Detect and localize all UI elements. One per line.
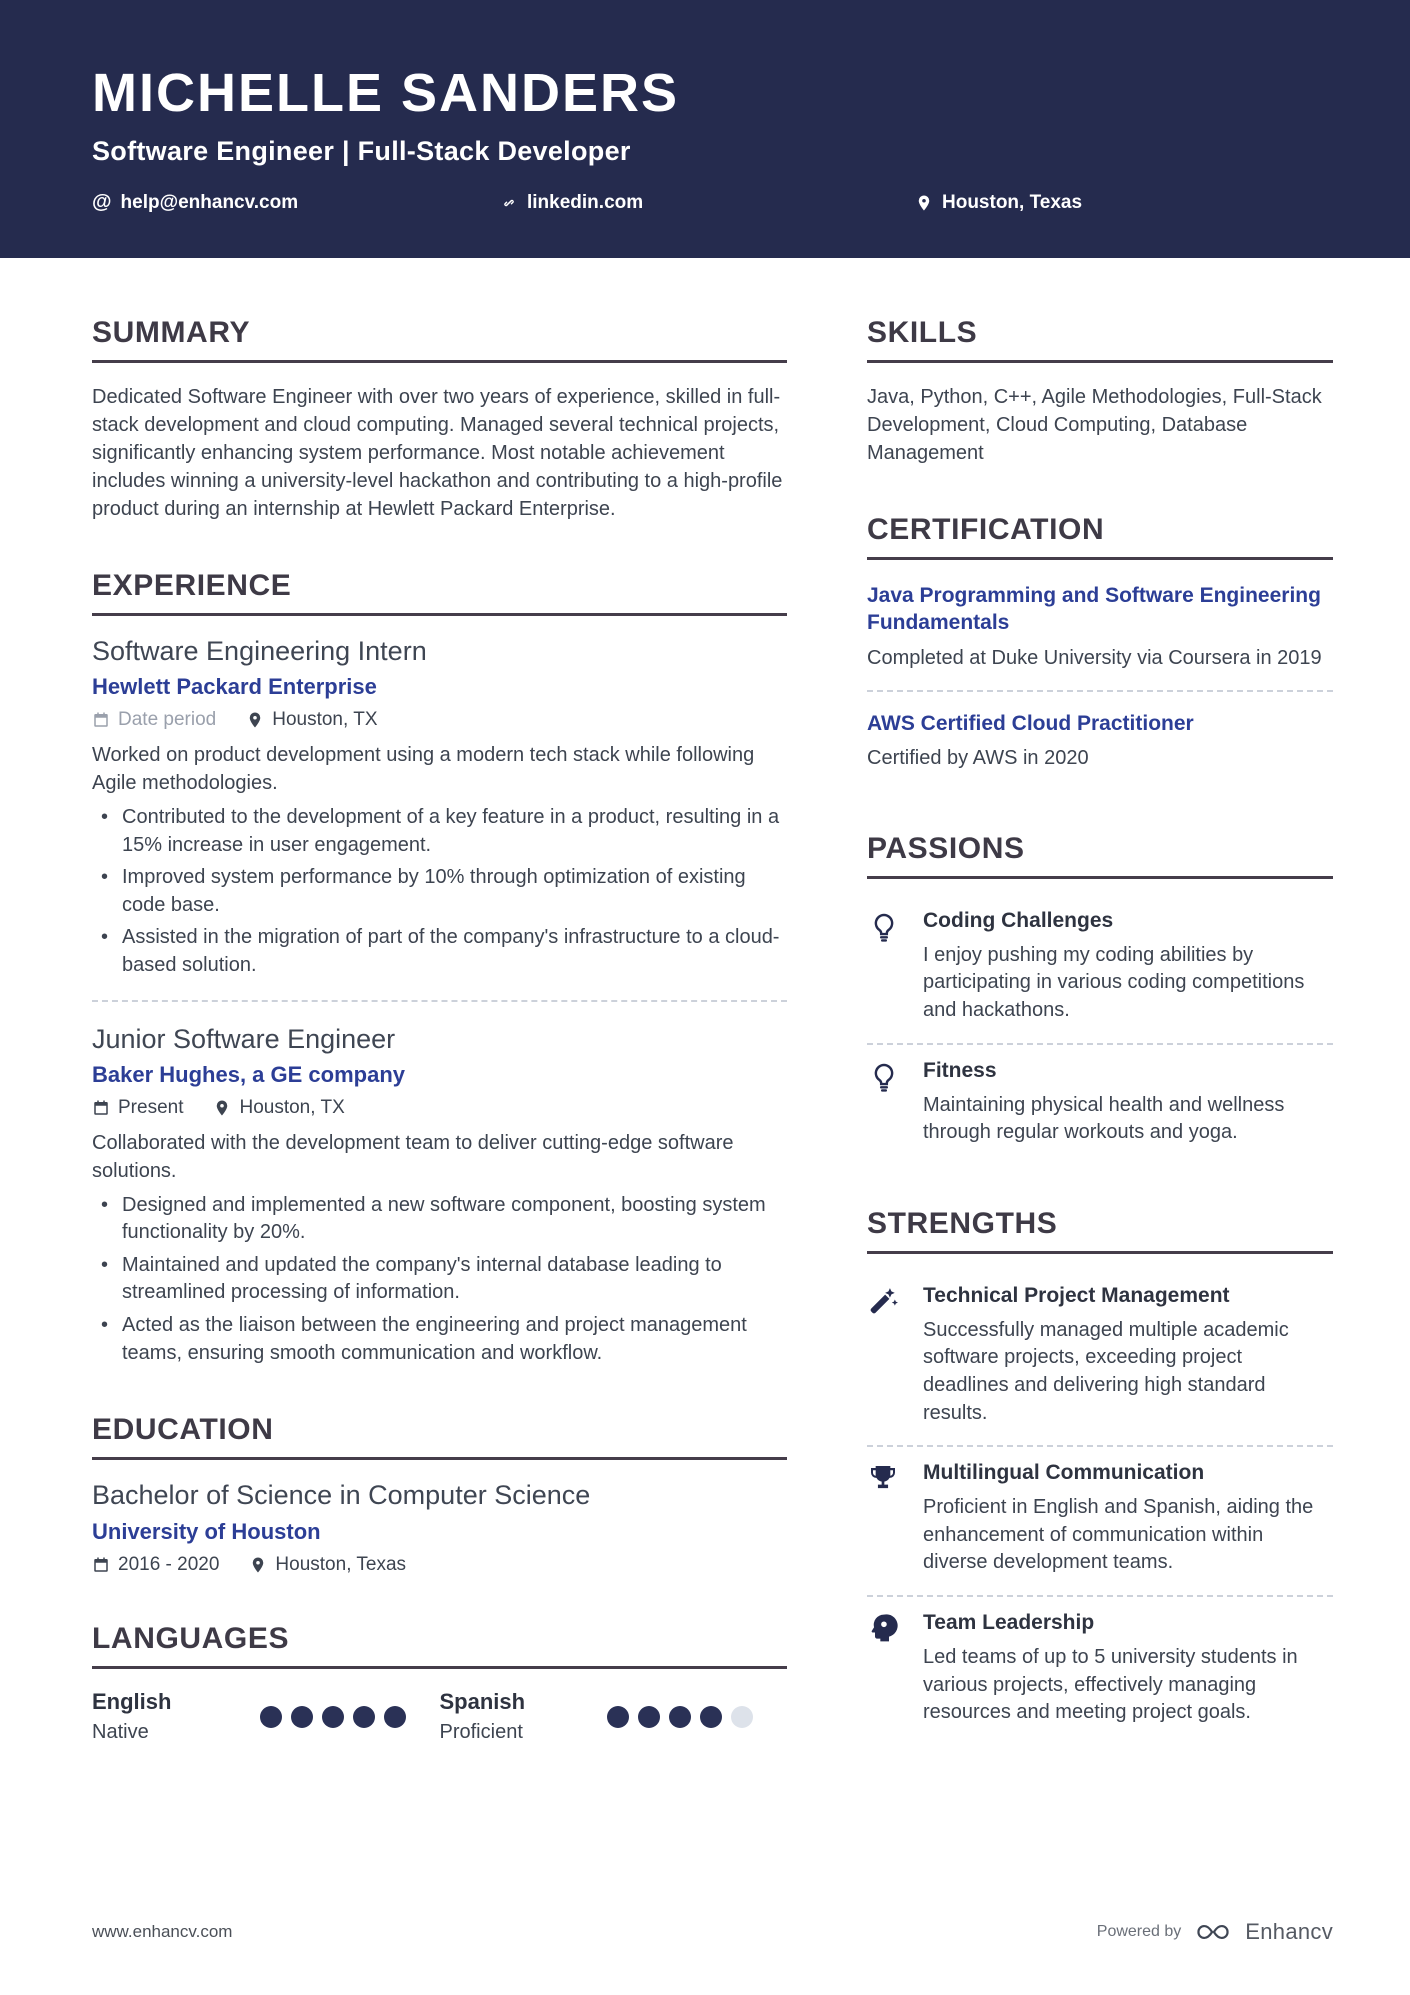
job-meta-row [92,1097,787,1119]
section-experience [92,569,787,1367]
section-summary [92,316,787,523]
language-level: Proficient [439,1721,523,1744]
job-bullet: • Designed and implemented a new software component, boosting system functionality by 20%. [92,1192,787,1247]
language-item [440,1689,788,1744]
job-location [246,709,377,731]
language-dots [260,1706,406,1728]
language-dot [353,1706,375,1728]
certification-subtitle: Completed at Duke University via Coursera in 2019 [867,646,1322,669]
languages-grid [92,1689,787,1744]
item-separator [867,1043,1333,1045]
section-languages [92,1622,787,1744]
section-education [92,1413,787,1576]
section-skills [867,316,1333,467]
location-pin-icon [915,194,933,212]
experience-entry [92,1024,787,1368]
contact-row [92,191,1318,214]
degree-title: Bachelor of Science in Computer Science [92,1480,591,1511]
person-name: MICHELLE SANDERS [92,63,680,123]
skills-text: Java, Python, C++, Agile Methodologies, Full-Stack Development, Cloud Computing, Database Management [867,386,1322,464]
wand-icon [867,1284,903,1427]
summary-heading: SUMMARY [92,316,787,363]
contact-linkedin[interactable] [500,192,915,214]
language-name: English [92,1689,172,1715]
passion-title: Fitness [923,1058,997,1082]
summary-text: Dedicated Software Engineer with over two years of experience, skilled in full-stack development and cloud computing. Managed several technical projects, significantly enhancing system performance. Most notable achievement includes winning a university-level hackathon and contributing to a high-profile product during an internship at Hewlett Packard Enterprise. [92,386,783,520]
location-pin-icon [213,1099,231,1117]
head-icon [867,1611,903,1727]
contact-email-text: help@enhancv.com [120,191,299,213]
brand-name: Enhancv [1245,1919,1333,1944]
language-level: Native [92,1721,149,1744]
language-dots [607,1706,753,1728]
section-certification [867,513,1333,786]
passion-text: Maintaining physical health and wellness through regular workouts and yoga. [923,1093,1285,1144]
certification-subtitle: Certified by AWS in 2020 [867,746,1089,769]
certification-item [867,580,1333,686]
job-location-text: Houston, TX [272,709,378,730]
strength-title: Team Leadership [923,1611,1095,1635]
skills-heading: SKILLS [867,316,1333,363]
job-date [92,709,216,731]
strength-text: Successfully managed multiple academic software projects, exceeding project deadlines and delivering high standard results. [923,1318,1289,1424]
link-icon [500,194,518,212]
certification-title: Java Programming and Software Engineering Fundamentals [867,584,1321,635]
language-dot [322,1706,344,1728]
language-labels [440,1689,526,1744]
contact-linkedin-text: linkedin.com [527,191,644,213]
person-headline: Software Engineer | Full-Stack Developer [92,136,631,166]
passion-title: Coding Challenges [923,908,1114,932]
job-location-text: Houston, TX [239,1096,345,1118]
job-meta-row [92,709,787,731]
passion-text: I enjoy pushing my coding abilities by participating in various coding competitions and hackathons. [923,943,1305,1022]
job-bullet: • Acted as the liaison between the engineering and project management teams, ensuring smooth communication and workflow. [92,1312,787,1367]
strength-item [867,1274,1333,1441]
certification-item [867,696,1333,786]
right-column [867,316,1333,1790]
school-name: University of Houston [92,1519,321,1545]
strength-title: Multilingual Communication [923,1461,1205,1485]
item-separator [867,1445,1333,1447]
education-date [92,1554,219,1576]
strength-title: Technical Project Management [923,1283,1230,1307]
lightbulb-icon [867,909,903,1025]
calendar-icon [92,1556,110,1574]
enhancv-logo-icon [1193,1922,1233,1942]
strength-text: Proficient in English and Spanish, aiding the enhancement of communication within diverse development teams. [923,1496,1314,1574]
strength-body [923,1611,1333,1727]
experience-heading: EXPERIENCE [92,569,787,616]
job-bullets [92,804,787,980]
location-pin-icon [249,1556,267,1574]
strength-body [923,1284,1333,1427]
strengths-heading: STRENGTHS [867,1207,1333,1254]
section-strengths [867,1207,1333,1741]
contact-email[interactable] [92,191,500,214]
language-dot [731,1706,753,1728]
job-bullets [92,1192,787,1368]
item-separator [867,1595,1333,1597]
language-item [92,1689,440,1744]
strength-text: Led teams of up to 5 university students in various projects, effectively managing resources and meeting project goals. [923,1646,1298,1724]
resume-footer [92,1919,1333,1945]
job-location [213,1097,344,1119]
certification-heading: CERTIFICATION [867,513,1333,560]
footer-site-link[interactable]: www.enhancv.com [92,1922,233,1941]
section-passions [867,832,1333,1161]
contact-location-text: Houston, Texas [942,191,1083,213]
education-heading: EDUCATION [92,1413,787,1460]
passion-body [923,909,1333,1025]
job-title: Junior Software Engineer [92,1023,396,1054]
education-meta-row [92,1554,787,1576]
language-dot [700,1706,722,1728]
language-dot [384,1706,406,1728]
job-date [92,1097,183,1119]
passions-heading: PASSIONS [867,832,1333,879]
job-date-text: Present [118,1096,184,1118]
job-bullet: • Improved system performance by 10% through optimization of existing code base. [92,864,787,919]
certification-title: AWS Certified Cloud Practitioner [867,711,1194,735]
company-name: Baker Hughes, a GE company [92,1061,405,1087]
language-dot [260,1706,282,1728]
education-location-text: Houston, Texas [275,1554,407,1576]
language-dot [291,1706,313,1728]
passion-body [923,1059,1333,1147]
strength-item [867,1601,1333,1741]
lightbulb-icon [867,1059,903,1147]
job-bullet: • Maintained and updated the company's internal database leading to streamlined processing of information. [92,1252,787,1307]
education-location [249,1554,406,1576]
language-labels [92,1689,171,1744]
language-name: Spanish [439,1689,526,1715]
calendar-icon [92,1099,110,1117]
location-pin-icon [246,711,264,729]
job-date-text: Date period [118,709,217,730]
language-dot [638,1706,660,1728]
language-dot [607,1706,629,1728]
resume-header [0,0,1410,258]
powered-by-label: Powered by [1096,1923,1182,1940]
job-bullet: • Contributed to the development of a key feature in a product, resulting in a 15% increase in user engagement. [92,804,787,859]
entry-separator [92,1000,787,1002]
calendar-icon [92,711,110,729]
language-dot [669,1706,691,1728]
contact-location [915,192,1082,214]
experience-entry [92,636,787,980]
trophy-icon [867,1461,903,1577]
item-separator [867,690,1333,692]
job-description: Worked on product development using a modern tech stack while following Agile methodologies. [92,744,755,794]
strength-item [867,1451,1333,1591]
resume-body [0,258,1410,1790]
email-icon: @ [92,191,112,213]
education-date-text: 2016 - 2020 [118,1554,220,1576]
strength-body [923,1461,1333,1577]
passion-item [867,1049,1333,1161]
job-title: Software Engineering Intern [92,636,427,666]
passion-item [867,899,1333,1039]
job-description: Collaborated with the development team to deliver cutting-edge software solutions. [92,1131,734,1182]
footer-branding[interactable] [1097,1919,1333,1945]
company-name: Hewlett Packard Enterprise [92,674,377,699]
left-column [92,316,787,1790]
languages-heading: LANGUAGES [92,1622,787,1669]
job-bullet: • Assisted in the migration of part of the company's infrastructure to a cloud-based solution. [92,924,787,979]
